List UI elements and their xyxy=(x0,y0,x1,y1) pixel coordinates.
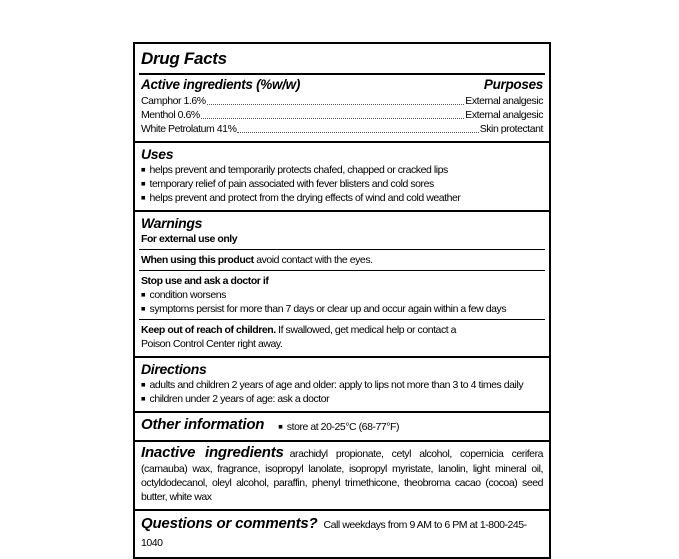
ingredient-name: White Petrolatum 41% xyxy=(141,123,237,135)
ingredient-purpose: Skin protectant xyxy=(479,123,543,135)
keep-out-rest-line2: Poison Control Center right away. xyxy=(141,338,283,350)
stop-use-heading: Stop use and ask a doctor if xyxy=(141,275,269,287)
uses-heading: Uses xyxy=(141,146,174,162)
bullet-text: symptoms persist for more than 7 days or clear up and occur again within a few days xyxy=(149,303,507,315)
other-information-section xyxy=(135,411,549,440)
bullet-text: children under 2 years of age: ask a doctor xyxy=(149,393,330,405)
drug-facts-label xyxy=(133,42,551,559)
other-information-heading: Other information xyxy=(141,416,265,433)
bullet-square-icon: ■ xyxy=(141,193,146,202)
ingredient-purpose: External analgesic xyxy=(465,95,543,107)
other-information-row xyxy=(141,415,543,435)
bullet-square-icon: ■ xyxy=(141,165,146,174)
questions-row xyxy=(141,513,543,552)
dotted-leader xyxy=(237,132,478,133)
stop-use-bullet xyxy=(141,288,543,302)
bullet-text: helps prevent and protect from the drying effects of wind and cold weather xyxy=(149,192,461,204)
bullet-text: adults and children 2 years of age and older: apply to lips not more than 3 to 4 times daily xyxy=(149,379,524,391)
ingredient-name: Camphor 1.6% xyxy=(141,95,206,107)
active-ingredients-section xyxy=(135,75,549,141)
warnings-heading: Warnings xyxy=(141,215,203,231)
drug-facts-title: Drug Facts xyxy=(141,49,227,68)
purposes-heading: Purposes xyxy=(483,77,543,92)
directions-bullet xyxy=(141,378,543,392)
ingredient-row xyxy=(141,122,543,136)
other-information-bullet xyxy=(278,420,399,434)
bullet-text: condition worsens xyxy=(149,289,226,301)
warnings-divider xyxy=(139,319,545,320)
ingredient-row xyxy=(141,94,543,108)
warnings-section xyxy=(135,210,549,356)
bullet-text: helps prevent and temporarily protects chafed, chapped or cracked lips xyxy=(149,164,448,176)
bullet-square-icon: ■ xyxy=(141,179,146,188)
when-using-statement xyxy=(141,253,543,267)
questions-text: Call weekdays from 9 AM to 6 PM at 1-800-245-1040 xyxy=(141,519,527,549)
inactive-ingredients-paragraph xyxy=(141,444,543,504)
keep-out-rest: If swallowed, get medical help or contact a xyxy=(275,324,457,336)
when-using-lead: When using this product xyxy=(141,254,254,266)
inactive-ingredients-section xyxy=(135,440,549,509)
directions-heading: Directions xyxy=(141,361,207,377)
directions-bullet xyxy=(141,392,543,406)
uses-bullet xyxy=(141,177,543,191)
questions-section xyxy=(135,509,549,557)
bullet-square-icon: ■ xyxy=(141,380,146,389)
uses-bullet xyxy=(141,163,543,177)
questions-heading: Questions or comments? xyxy=(141,515,318,532)
uses-section xyxy=(135,141,549,210)
active-ingredients-heading: Active ingredients (%w/w) xyxy=(141,77,301,92)
ingredient-row xyxy=(141,108,543,122)
ingredient-purpose: External analgesic xyxy=(465,109,543,121)
bullet-square-icon: ■ xyxy=(141,394,146,403)
external-use-statement: For external use only xyxy=(141,233,238,245)
bullet-square-icon: ■ xyxy=(278,422,283,431)
stop-use-bullet xyxy=(141,302,543,316)
active-ingredients-header-row xyxy=(141,76,543,94)
keep-out-lead: Keep out of reach of children. xyxy=(141,324,276,336)
warnings-divider xyxy=(139,270,545,271)
inactive-ingredients-list: arachidyl propionate, cetyl alcohol, copernicia cerifera (carnauba) wax, fragrance, isopropyl lanolate, isopropyl myristate, lanolin, light mineral oil, octyldodecanol, oleyl alcohol, paraffin, phenyl trimethicone, theobroma cacao (cocoa) seed butter, white wax xyxy=(141,448,544,503)
dotted-leader xyxy=(207,104,465,105)
directions-section xyxy=(135,356,549,411)
when-using-rest: avoid contact with the eyes. xyxy=(253,254,373,266)
bullet-square-icon: ■ xyxy=(141,304,146,313)
bullet-square-icon: ■ xyxy=(141,290,146,299)
warnings-divider xyxy=(139,249,545,250)
bullet-text: temporary relief of pain associated with fever blisters and cold sores xyxy=(149,178,434,190)
keep-out-statement xyxy=(141,323,543,351)
uses-bullet xyxy=(141,191,543,205)
inactive-ingredients-heading: Inactive ingredients xyxy=(141,444,284,461)
ingredient-name: Menthol 0.6% xyxy=(141,109,200,121)
dotted-leader xyxy=(201,118,464,119)
bullet-text: store at 20-25°C (68-77°F) xyxy=(286,421,400,433)
